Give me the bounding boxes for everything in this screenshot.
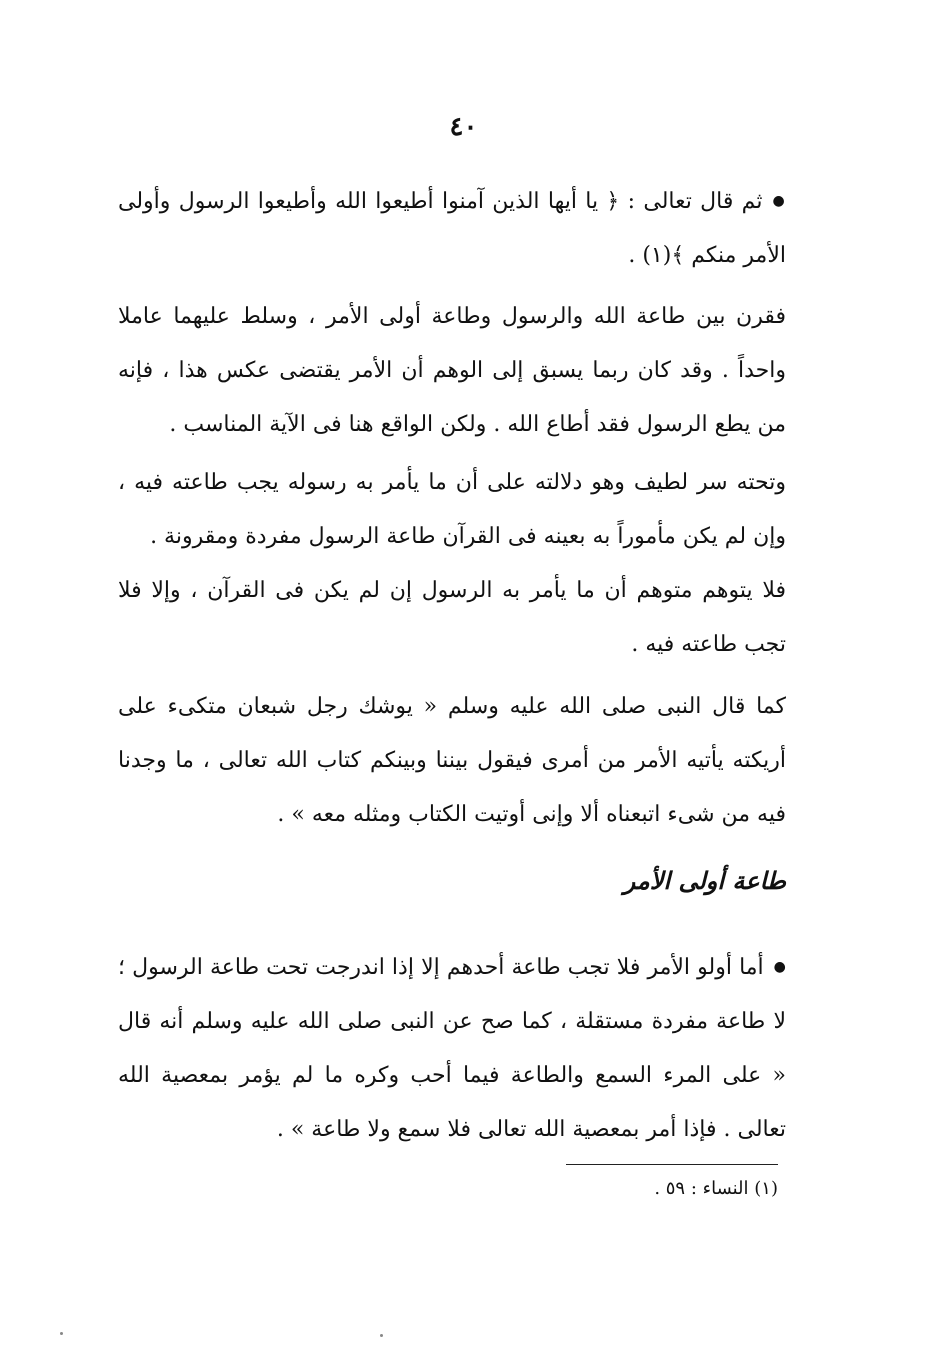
paragraph-5	[118, 680, 786, 842]
paragraph-4	[118, 564, 786, 672]
paragraph-text: فلا يتوهم متوهم أن ما يأمر به الرسول إن لم يكن فى القرآن ، وإلا فلا تجب طاعته فيه .	[118, 578, 786, 657]
paragraph-3	[118, 456, 786, 564]
paragraph-text: كما قال النبى صلى الله عليه وسلم « يوشك رجل شبعان متكىء على أريكته يأتيه الأمر من أمرى فيقول بيننا وبينكم كتاب الله تعالى ، ما وجدنا فيه من شىء اتبعناه ألا وإنى أوتيت الكتاب ومثله معه » .	[118, 694, 786, 827]
bullet-icon: ●	[773, 959, 787, 975]
paragraph-text: ثم قال تعالى : ﴿ يا أيها الذين آمنوا أطيعوا الله وأطيعوا الرسول وأولى الأمر منكم ﴾(١) .	[118, 189, 786, 268]
paragraph-text: فقرن بين طاعة الله والرسول وطاعة أولى الأمر ، وسلط عليهما عاملا واحداً . وقد كان ربما يسبق إلى الوهم أن الأمر يقتضى عكس هذا ، فإنه من يطع الرسول فقد أطاع الله . ولكن الواقع هنا فى الآية المناسب .	[118, 304, 786, 437]
paragraph-1	[118, 174, 786, 283]
paragraph-text: وتحته سر لطيف وهو دلالته على أن ما يأمر به رسوله يجب طاعته فيه ، وإن لم يكن مأموراً به بعينه فى القرآن طاعة الرسول مفردة ومقرونة .	[118, 470, 786, 549]
footnote: (١) النساء : ٥٩ .	[654, 1178, 778, 1199]
bullet-icon: ●	[772, 193, 786, 209]
paragraph-text: أما أولو الأمر فلا تجب طاعة أحدهم إلا إذا اندرجت تحت طاعة الرسول ؛ لا طاعة مفردة مستقلة ، كما صح عن النبى صلى الله عليه وسلم أنه قال « على المرء السمع والطاعة فيما أحب وكره ما لم يؤمر بمعصية الله تعالى . فإذا أمر بمعصية الله تعالى فلا سمع ولا طاعة » .	[118, 955, 786, 1142]
scan-speck	[60, 1332, 63, 1335]
footnote-divider	[566, 1164, 778, 1165]
section-heading: طاعة أولى الأمر	[623, 866, 786, 895]
paragraph-2	[118, 290, 786, 452]
scan-speck	[380, 1334, 383, 1337]
paragraph-6	[118, 940, 786, 1157]
page-number: ٤٠	[449, 112, 478, 142]
